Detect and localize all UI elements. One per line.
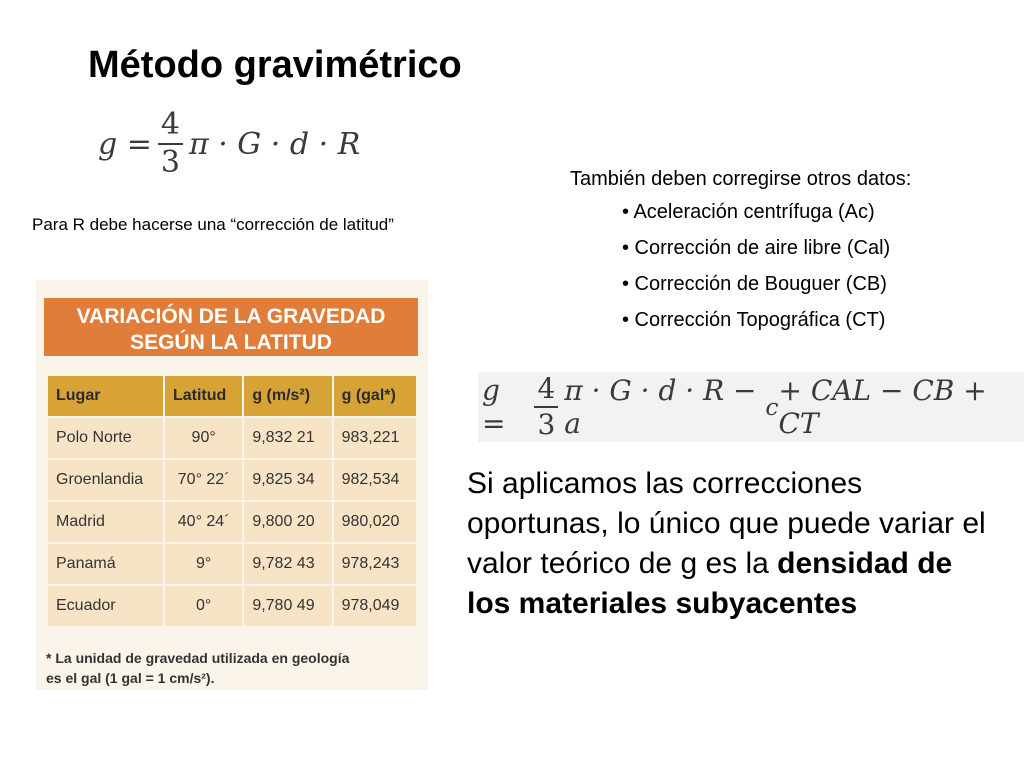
table-cell: 9,832 21 — [243, 417, 332, 459]
table-cell: 980,020 — [333, 501, 417, 543]
corrected-gravity-formula — [478, 372, 1024, 442]
table-cell: 982,534 — [333, 459, 417, 501]
formula-rest: π · G · d · R — [188, 126, 361, 162]
column-header: g (m/s²) — [243, 375, 332, 417]
fraction-numerator: 4 — [534, 375, 558, 408]
formula-fraction — [534, 372, 558, 441]
table-row — [47, 417, 417, 459]
table-cell: 9° — [164, 543, 243, 585]
table-cell: 978,049 — [333, 585, 417, 627]
gravity-latitude-table-figure — [36, 280, 428, 690]
formula-subscript: c — [765, 393, 779, 421]
correction-item: • Corrección de Bouguer (CB) — [622, 273, 887, 295]
table-row — [47, 501, 417, 543]
table-cell: Groenlandia — [47, 459, 164, 501]
footnote-line: * La unidad de gravedad utilizada en geología — [46, 650, 350, 666]
table-row — [47, 459, 417, 501]
formula-tail: + CAL − CB + CT — [778, 374, 987, 440]
formula-lhs: g = — [482, 374, 506, 440]
footnote-line: es el gal (1 gal = 1 cm/s²). — [46, 670, 215, 686]
table-row — [47, 543, 417, 585]
correction-item: • Corrección Topográfica (CT) — [622, 309, 886, 331]
corrections-heading: También deben corregirse otros datos: — [570, 168, 912, 190]
fraction-denominator: 3 — [160, 145, 180, 180]
table-cell: Panamá — [47, 543, 164, 585]
column-header: Latitud — [164, 375, 243, 417]
column-header: g (gal*) — [333, 375, 417, 417]
table-cell: Madrid — [47, 501, 164, 543]
gravity-table — [46, 374, 418, 628]
formula-lhs: g = — [98, 126, 152, 162]
fraction-numerator: 4 — [158, 110, 183, 145]
correction-item: • Aceleración centrífuga (Ac) — [622, 201, 875, 223]
conclusion-emphasis: densidad de los materiales subyacentes — [467, 547, 953, 620]
correction-item: • Corrección de aire libre (Cal) — [622, 237, 891, 259]
conclusion-normal: Si aplicamos las correcciones oportunas, lo único que puede variar el valor teórico de g es la — [467, 467, 986, 580]
table-title-line: VARIACIÓN DE LA GRAVEDAD — [76, 305, 386, 328]
table-cell: 9,800 20 — [243, 501, 332, 543]
table-cell: 9,782 43 — [243, 543, 332, 585]
column-header: Lugar — [47, 375, 164, 417]
table-row — [47, 585, 417, 627]
table-title-line: SEGÚN LA LATITUD — [130, 331, 332, 354]
corrections-list — [570, 168, 911, 345]
gravity-formula — [98, 107, 361, 180]
table-title — [44, 298, 418, 356]
table-cell: Ecuador — [47, 585, 164, 627]
formula-fraction — [158, 107, 183, 180]
conclusion-text — [467, 464, 987, 624]
table-footnote — [46, 648, 349, 688]
latitude-correction-note: Para R debe hacerse una “corrección de latitud” — [32, 215, 394, 234]
table-cell: 983,221 — [333, 417, 417, 459]
table-cell: 0° — [164, 585, 243, 627]
table-cell: 70° 22´ — [164, 459, 243, 501]
fraction-denominator: 3 — [537, 408, 556, 441]
table-cell: 90° — [164, 417, 243, 459]
formula-rest: π · G · d · R − a — [564, 374, 757, 440]
table-cell: Polo Norte — [47, 417, 164, 459]
table-cell: 9,780 49 — [243, 585, 332, 627]
table-cell: 9,825 34 — [243, 459, 332, 501]
table-cell: 978,243 — [333, 543, 417, 585]
page-title: Método gravimétrico — [88, 44, 462, 86]
table-cell: 40° 24´ — [164, 501, 243, 543]
